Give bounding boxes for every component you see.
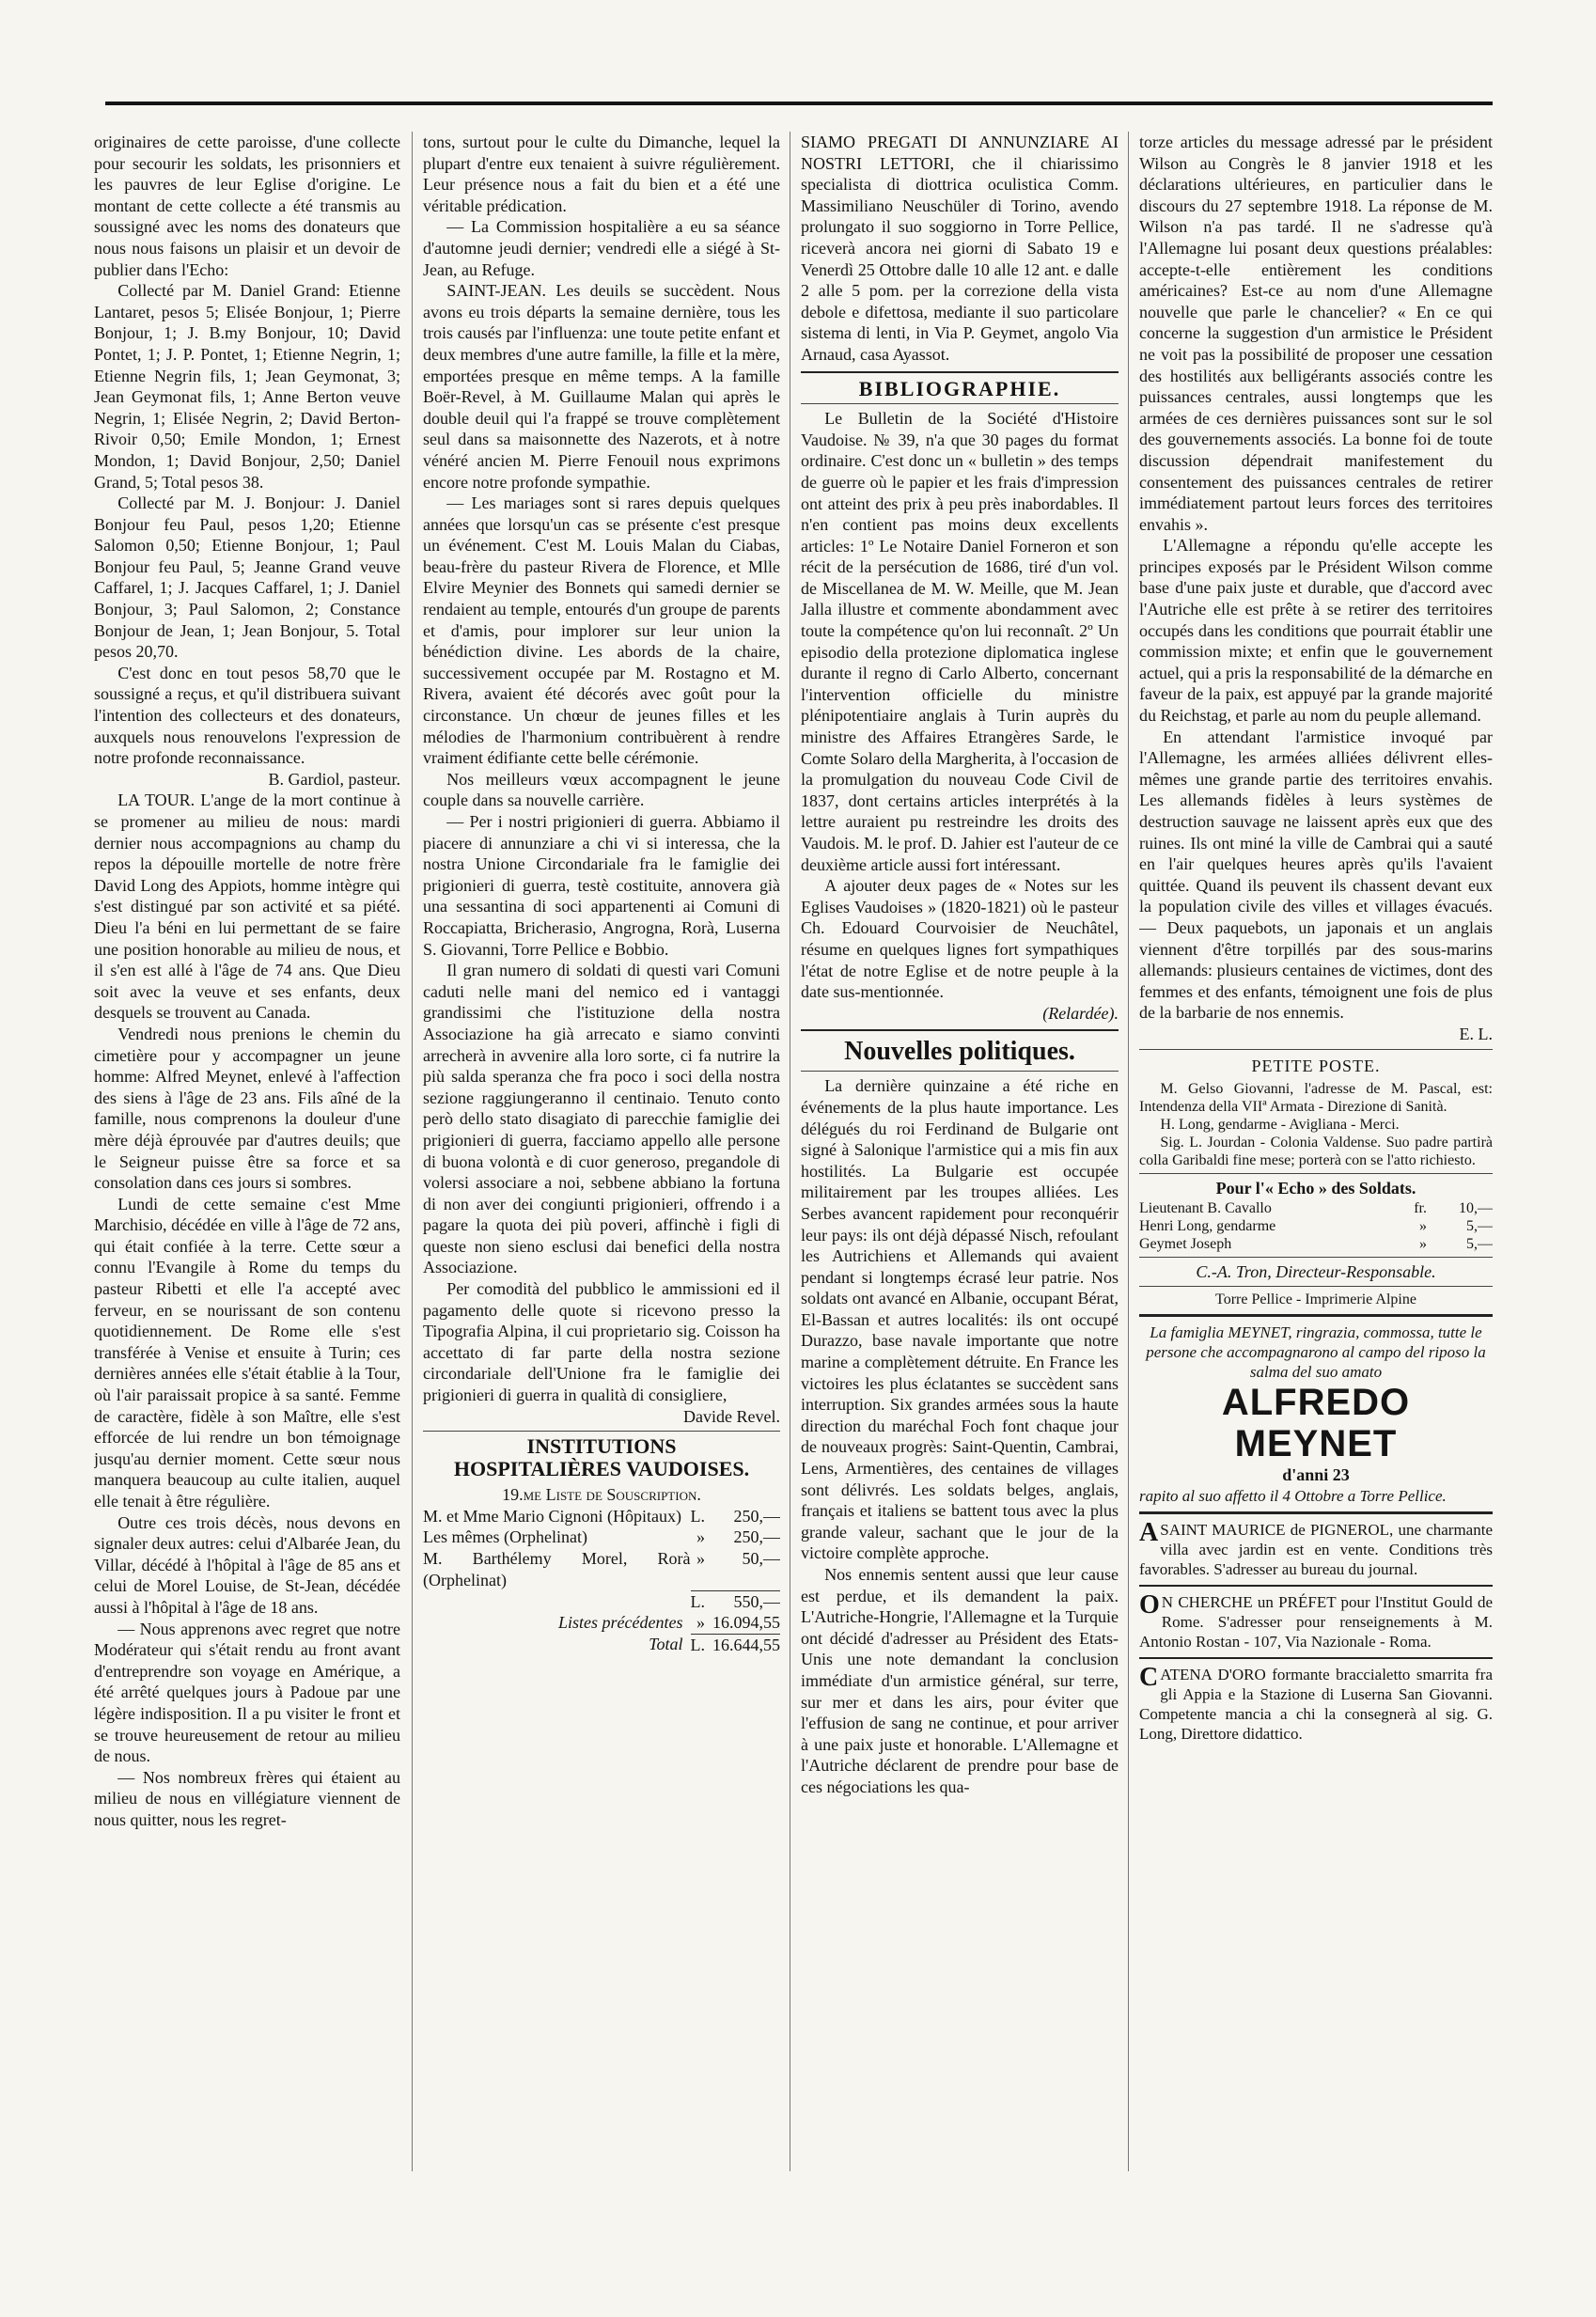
table-row	[1139, 1199, 1493, 1217]
drop-cap: A	[1139, 1517, 1159, 1547]
paragraph: Il gran numero di soldati di questi vari Comuni caduti nelle mani del nemico ed i vantaggi grandissimi che l'istituzione della nostra Associazione ha già arrecato e siamo convinti arrecherà in avvenire alla loro sorte, ci fa nutrire la più salda speranza che fra poco i soci della nostra sezione raggiungeranno il centinaio. Tenuto conto però dello stato disagiato di parecchie famiglie dei prigionieri di guerra, facciamo appello alle persone di buona volontà e di cuor generoso, pregandole di volersi associare a noi, sebbene abbiano la fortuna di non aver dei congiunti prigionieri, offrendo i a pagare la quota dei più poveri, affinchè i figli di queste non sieno esclusi dai benefici della nostra Associazione.	[423, 961, 780, 1277]
paragraph: Outre ces trois décès, nous devons en signaler deux autres: celui d'Albarée Jean, du Villar, décédé à l'hôpital à l'âge de 85 ans et celui de Morel Louise, de St-Jean, décédée aussi à l'hôpital à l'âge de 18 ans.	[94, 1512, 400, 1617]
divider	[1139, 1257, 1493, 1258]
currency: »	[696, 1549, 705, 1568]
paragraph: A ajouter deux pages de « Notes sur les Eglises Vaudoises » (1820-1821) où le pasteur Ch. Edouard Courvoisier de Neuchâtel, résume en quelques lignes fort sympathiques l'état de notre Eglise et de notre peuple à la date sus-mentionnée.	[801, 876, 1119, 1002]
divider	[1139, 1511, 1493, 1514]
paragraph: Nos ennemis sentent aussi que leur cause est perdue, et ils demandent la paix. L'Autriche-Hongrie, l'Allemagne et la Turquie ont décidé d'adresser au Président des Etats-Unis une note demandant la conclusion immédiate d'un armistice général, sur terre, sur mer et dans les airs, pour éviter que l'effusion de sang ne continue, et pour arriver à une paix juste et honorable. L'Allemagne et l'Autriche déclarent de prendre pour base de ces négociations les qua-	[801, 1565, 1119, 1796]
table-row	[1139, 1217, 1493, 1235]
divider	[801, 371, 1119, 373]
paragraph: — Les mariages sont si rares depuis quelques années que lorsqu'un cas se présente c'est presque un événement. C'est M. Louis Malan du Ciabas, beau-frère du pasteur Rivera de Florence, et Mlle Elvire Meynier des Bonnets qui samedi dernier se rendaient au temple, entourés d'un groupe de parents et d'amis, pour implorer sur leur union la bénédiction divine. Les abords de la chaire, successivement occupée par M. Rostagno et M. Rivera, avaient été décorés avec goût pour la circonstance. Un chœur de jeunes filles et les mélodies de l'harmonium contribuèrent à rendre vraiment édifiante cette belle cérémonie.	[423, 493, 780, 768]
donor-name: Les mêmes (Orphelinat)	[423, 1527, 587, 1547]
table-row	[423, 1548, 780, 1590]
paragraph: torze articles du message adressé par le président Wilson au Congrès le 8 janvier 1918 et les déclarations ultérieures, en particulier dans le discours du 27 septembre 1918. La réponse de M. Wilson n'a pas tardé. Il ne s'adresse qu'à l'Allemagne lui posant deux questions préalables: accepte-t-elle entièrement les conditions américaines? Est-ce au nom d'une Allemagne nouvelle que parle le chancelier? « En ce qui concerne la suggestion d'un armistice le Président ne voit pas la possibilité de proposer une cessation des hostilités aux belligérants associés contre les puissances centrales, aussi longtemps que les armées de ces dernières puissances sont sur le sol des gouvernements associés. La bonne foi de toute discussion dépendrait manifestement du consentement des puissances centrales de retirer immédiatement partout leurs forces des territoires envahis ».	[1139, 133, 1493, 534]
currency: L.	[690, 1591, 705, 1611]
ad-text: ATENA D'ORO formante braccialetto smarrita fra gli Appia e la Stazione di Luserna San Giovanni. Competente mancia a chi la consegnerà al sig. G. Long, Direttore didattico.	[1139, 1665, 1493, 1743]
currency: »	[696, 1527, 705, 1547]
previous-row	[423, 1612, 780, 1634]
signature: (Relardée).	[1042, 1003, 1119, 1023]
obituary-tail: rapito al suo affetto il 4 Ottobre a Torre Pellice.	[1139, 1486, 1447, 1505]
amount: 5,—	[1466, 1235, 1493, 1252]
divider	[1139, 1657, 1493, 1659]
petite-poste-list	[1139, 1080, 1493, 1169]
ad-villa	[1139, 1517, 1493, 1579]
table-row	[423, 1506, 780, 1527]
signature: B. Gardiol, pasteur.	[268, 769, 400, 789]
divider	[801, 1029, 1119, 1031]
currency: »	[1419, 1217, 1427, 1234]
paragraph: Collecté par M. Daniel Grand: Etienne Lantaret, pesos 5; Elisée Bonjour, 1; Pierre Bonjour, 1; J. B.my Bonjour, 10; David Pontet, 1; J. P. Pontet, 1; Etienne Negrin, 1; Etienne Negrin fils, 1; Jean Geymonat, 3; Jean Geymonat fils, 1; Anne Berton veuve Negrin, 1; Elisée Negrin, 2; David Berton-Rivoir 0,50; Emile Mondon, 1; Ernest Mondon, 1; David Bonjour, 2,50; Daniel Grand, 5; Total pesos 38.	[94, 281, 400, 492]
subscription-subtitle: 19.me Liste de Souscription.	[502, 1485, 701, 1505]
amount: 550,—	[705, 1590, 780, 1612]
signature: Davide Revel.	[683, 1406, 780, 1426]
divider	[1139, 1585, 1493, 1587]
column-4	[1139, 132, 1493, 2294]
oculist-notice: SIAMO PREGATI DI ANNUNZIARE AI NOSTRI LETTORI, che il chiarissimo specialista di diottrica oculistica Comm. Massimiliano Neuschüler di Torino, avendo prolungato il suo soggiorno in Torre Pellice, riceverà ancora nei giorni di Sabato 19 e Venerdì 25 Ottobre dalle 10 alle 12 ant. e dalle 2 alle 5 pom. per la correzione della vista debole e difettosa, mediante il suo particolare sistema di lenti, in Via P. Geymet, angolo Via Arnaud, casa Ayassot.	[801, 133, 1119, 364]
signature: E. L.	[1459, 1024, 1493, 1043]
institutions-title	[423, 1435, 780, 1480]
paragraph: C'est donc en tout pesos 58,70 que le soussigné a reçus, et qu'il distribuera suivant l'intention des collecteurs et des donateurs, auxquels nous renouvelons l'expression de notre profonde reconnaissance.	[94, 663, 400, 768]
paragraph: La dernière quinzaine a été riche en événements de la plus haute importance. Les délégués du roi Ferdinand de Bulgarie ont signé à Salonique l'armistice qui a mis fin aux hostilités. La Bulgarie est occupée militairement par les troupes alliées. Les Serbes avancent rapidement pour reconquérir leur pays: ils ont déjà dépassé Nisch, refoulant les Autrichiens et Allemands qui avaient pendant si longtemps écrasé leur patrie. Nos soldats ont avancé en Albanie, occupant Bérat, El-Bassan et autres localités: ils ont occupé Durazzo, base navale importante que notre marine a complètement détruite. En France les victoires les plus éclatantes se succèdent sans interruption. Six grandes armées sous la haute direction du maréchal Foch font chaque jour de nouveaux progrès: Saint-Quentin, Cambrai, Lens, Armentières, des centaines de villages sont délivrés. Les soldats belges, anglais, français et italiens se battent tous avec la plus grande valeur, sachant que le jour de la victoire complète approche.	[801, 1076, 1119, 1563]
currency: »	[1419, 1235, 1427, 1252]
table-row	[423, 1526, 780, 1548]
previous-label: Listes précédentes	[558, 1613, 683, 1633]
printer-line: Torre Pellice - Imprimerie Alpine	[1215, 1292, 1416, 1308]
amount: 10,—	[1459, 1199, 1493, 1216]
ad-text: N CHERCHE un PRÉFET pour l'Institut Gould de Rome. S'adresser pour renseignements à M. Antonio Rostan - 107, Via Nazionale - Roma.	[1139, 1592, 1493, 1651]
paragraph: SAINT-JEAN. Les deuils se succèdent. Nous avons eu trois départs la semaine dernière, tous les trois causés par l'influenza: une toute petite enfant et deux membres d'une autre famille, la fille et la mère, emportées presque en même temps. A la famille Boër-Revel, à M. Guillaume Malan qui après le double deuil qui l'a frappé se trouve complètement seul dans sa maisonnette des Nazerots, et à notre vénéré ancien M. Pierre Fenouil nous exprimons encore notre profonde sympathie.	[423, 281, 780, 492]
divider	[801, 403, 1119, 404]
director-line: C.-A. Tron, Directeur-Responsable.	[1196, 1261, 1436, 1281]
list-item: H. Long, gendarme - Avigliana - Merci.	[1160, 1117, 1400, 1134]
paragraph: originaires de cette paroisse, d'une collecte pour secourir les soldats, les prisonniers et les pauvres de leur Eglise d'origine. Le montant de cette collecte a été transmis au soussigné avec les noms des donateurs que nous nous faisons un plaisir et un devoir de publier dans l'Echo:	[94, 133, 400, 279]
nouvelles-politiques-title: Nouvelles politiques.	[844, 1037, 1075, 1067]
obituary-thanks: La famiglia MEYNET, ringrazia, commossa, tutte le persone che accompagnarono al campo del riposo la salma del suo amato	[1146, 1323, 1486, 1382]
divider	[1139, 1049, 1493, 1050]
currency: L.	[690, 1506, 705, 1526]
paragraph: — Nous apprenons avec regret que notre Modérateur qui s'était rendu au front avant d'entreprendre son voyage en Amérique, a été arrêté quelques jours à Padoue par une légère indisposition. Il a pu visiter le front et se trouve heureusement de retour au milieu de nous.	[94, 1619, 400, 1766]
amount: 16.094,55	[712, 1613, 780, 1633]
obituary-name: ALFREDO MEYNET	[1221, 1382, 1411, 1465]
paragraph: — Nos nombreux frères qui étaient au milieu de nous en villégiature viennent de nous quitter, nous les regret-	[94, 1767, 400, 1829]
paragraph: Collecté par M. J. Bonjour: J. Daniel Bonjour feu Paul, pesos 1,20; Etienne Salomon 0,50; Etienne Bonjour, 1; Paul Bonjour feu Paul, 5; Jeanne Grand veuve Caffarel, 1; J. Jacques Caffarel, 1; J. Daniel Bonjour, 3; Paul Salomon, 2; Constance Bonjour de Jean, 1; Jean Bonjour, 5. Total pesos 20,70.	[94, 493, 400, 662]
paragraph: Nos meilleurs vœux accompagnent le jeune couple dans sa nouvelle carrière.	[423, 769, 780, 810]
amount: 250,—	[733, 1527, 780, 1547]
donor-name: Henri Long, gendarme	[1139, 1217, 1276, 1234]
paragraph: En attendant l'armistice invoqué par l'Allemagne, les armées alliées délivrent elles-mêmes une grande partie des territoires envahis. Les allemands fidèles à leurs systèmes de destruction sauvage ne laissent après eux que des ruines. Ils ont miné la ville de Cambrai qui a sauté en l'air quelques heures après qu'ils l'avaient quittée. Quand ils peuvent ils chassent devant eux la population civile des villes et villages évacués. — Deux paquebots, un japonais et un anglais viennent d'être torpillés par des sous-marins allemands: plusieurs centaines de victimes, dont des femmes et des enfants, témoignent une fois de plus de la barbarie de nos ennemis.	[1139, 727, 1493, 1023]
total-label: Total	[649, 1635, 683, 1654]
divider	[1139, 1173, 1493, 1174]
bibliographie-title: BIBLIOGRAPHIE.	[858, 376, 1061, 400]
divider	[423, 1431, 780, 1432]
echo-soldats-table	[1139, 1199, 1493, 1253]
donor-name: M. Barthélemy Morel, Rorà (Orphelinat)	[423, 1549, 691, 1589]
paragraph: Vendredi nous prenions le chemin du cimetière pour y accompagner un jeune homme: Alfred Meynet, enlevé à l'affection des siens à l'âge de 23 ans. Fils aîné de la famille, nous comprenons la douleur d'une mère déjà éprouvée par d'autres deuils; que le Seigneur puisse être sa force et sa consolation dans ces jours si sombres.	[94, 1024, 400, 1193]
title-line: INSTITUTIONS	[526, 1434, 677, 1459]
amount: 50,—	[742, 1549, 780, 1568]
paragraph: Per comodità del pubblico le ammissioni ed il pagamento delle quote si ricevono presso la Tipografia Alpina, il cui proprietario sig. Coisson ha accettato di far parte della nostra sezione circondariale dell'Unione fra le famiglie dei prigionieri di guerra in qualità di consigliere,	[423, 1279, 780, 1405]
amount: 16.644,55	[705, 1634, 780, 1655]
top-rule	[105, 102, 1493, 105]
paragraph: Le Bulletin de la Société d'Histoire Vaudoise. № 39, n'a que 30 pages du format ordinaire. C'est donc un « bulletin » des temps de guerre où le papier et les frais d'impression ont atteint des prix à peu près inabordables. Il n'en contient pas moins deux excellents articles: 1º Le Notaire Daniel Forneron et son récit de la persécution de 1686, tiré d'un vol. de Miscellanea de M. W. Meille, que M. Jean Jalla illustre et commente abondamment avec toute la compétence qu'on lui reconnaît. 2º Un episodio della protezione diplomatica inglese durante il regno di Carlo Alberto, concernant l'intervention officielle du ministre plénipotentiaire anglais à Turin auprès du ministre des Affaires Etrangères Sarde, le Comte Solaro della Margherita, à l'occasion de la promulgation du nouveau Code Civil de 1837, dont certains articles interprétés à la lettre auraient pu restreindre les droits des Vaudois. M. le prof. D. Jahier est l'auteur de ce deuxième article aussi fort intéressant.	[801, 409, 1119, 874]
paragraph: tons, surtout pour le culte du Dimanche, lequel la plupart d'entre eux tenaient à suivre régulièrement. Leur présence nous a fait du bien et a été une véritable prédication.	[423, 133, 780, 215]
column-divider	[1128, 132, 1129, 2171]
currency: »	[696, 1613, 705, 1633]
currency: L.	[690, 1635, 705, 1654]
donor-name: M. et Mme Mario Cignoni (Hôpitaux)	[423, 1506, 681, 1526]
drop-cap: C	[1139, 1662, 1159, 1692]
subscription-table	[423, 1506, 780, 1656]
column-2	[423, 132, 780, 2294]
subtotal-row	[423, 1590, 780, 1612]
donor-name: Geymet Joseph	[1139, 1235, 1232, 1252]
divider	[1139, 1314, 1493, 1317]
amount: 250,—	[733, 1506, 780, 1526]
total-row	[423, 1634, 780, 1655]
table-row	[1139, 1235, 1493, 1253]
drop-cap: O	[1139, 1589, 1160, 1620]
column-1	[94, 132, 400, 2294]
donor-name: Lieutenant B. Cavallo	[1139, 1199, 1272, 1216]
list-item: M. Gelso Giovanni, l'adresse de M. Pascal, est: Intendenza della VIIª Armata - Direzione di Sanità.	[1139, 1081, 1493, 1116]
paragraph: — Per i nostri prigionieri di guerra. Abbiamo il piacere di annunziare a chi vi si interessa, che la nostra Unione Circondariale fra le famiglie dei prigionieri di guerra, testè costituite, annovera già una sessantina di soci appartenenti ai Comuni di Roccapiatta, Bricherasio, Angrogna, Rorà, Luserna S. Giovanni, Torre Pellice e Bobbio.	[423, 812, 780, 959]
divider	[1139, 1286, 1493, 1287]
divider	[801, 1071, 1119, 1072]
ad-text: SAINT MAURICE de PIGNEROL, une charmante villa avec jardin est en vente. Conditions très favorables. S'adresser au bureau du journal.	[1139, 1520, 1493, 1578]
column-divider	[412, 132, 413, 2171]
obituary-age: d'anni 23	[1282, 1465, 1350, 1485]
petite-poste-title: PETITE POSTE.	[1251, 1056, 1381, 1075]
paragraph: Lundi de cette semaine c'est Mme Marchisio, décédée en ville à l'âge de 72 ans, qui était confiée à la terre. Cette sœur a connu l'Evangile à Rome du temps du pasteur Ribetti et elle l'a accepté avec ferveur, en se nourissant de son contenu quotidiennement. De Rome elle s'est transférée à Venise et ensuite à Turin; ces dernières années elle s'était établie à la Tour, où l'air paraissait propice à sa santé. Femme de caractère, fidèle à son Maître, elle s'est efforcée de lui rendre un bon témoignage jusqu'au dernier moment. Cette sœur nous manquera beaucoup au culte italien, auquel elle tenait à être régulière.	[94, 1194, 400, 1511]
title-line: HOSPITALIÈRES VAUDOISES.	[453, 1457, 750, 1481]
paragraph: L'Allemagne a répondu qu'elle accepte les principes exposés par le Président Wilson comme base d'une paix juste et durable, que d'accord avec l'Autriche elle est prête à se retirer des territoires occupés dans les conditions que pourrait établir une commission mixte; et enfin que le gouvernement actuel, qui a pris la responsabilité de la démarche en faveur de la paix, est appuyé par la grande majorité du Reichstag, et parle au nom du peuple allemand.	[1139, 536, 1493, 726]
paragraph: — La Commission hospitalière a eu sa séance d'automne jeudi dernier; vendredi elle a siégé à St-Jean, au Refuge.	[423, 217, 780, 279]
ad-catena	[1139, 1662, 1493, 1744]
ad-prefet	[1139, 1589, 1493, 1652]
amount: 5,—	[1466, 1217, 1493, 1234]
column-3	[801, 132, 1119, 2294]
paragraph: LA TOUR. L'ange de la mort continue à se promener au milieu de nous: mardi dernier nous accompagnions au champ du repos la dépouille mortelle de notre frère David Long des Appiots, homme intègre qui s'est distingué par son activité et sa piété. Dieu l'a béni en lui permettant de se faire une position honorable au milieu de nous, et il s'en est allé à l'âge de 74 ans. Que Dieu soit avec la veuve et ses enfants, deux desquels se trouvent au Canada.	[94, 791, 400, 1023]
currency: fr.	[1414, 1199, 1427, 1216]
list-item: Sig. L. Jourdan - Colonia Valdense. Suo padre partirà colla Garibaldi fine mese; porterà con se l'atto richiesto.	[1139, 1135, 1493, 1169]
echo-soldats-title: Pour l'« Echo » des Soldats.	[1215, 1179, 1416, 1198]
